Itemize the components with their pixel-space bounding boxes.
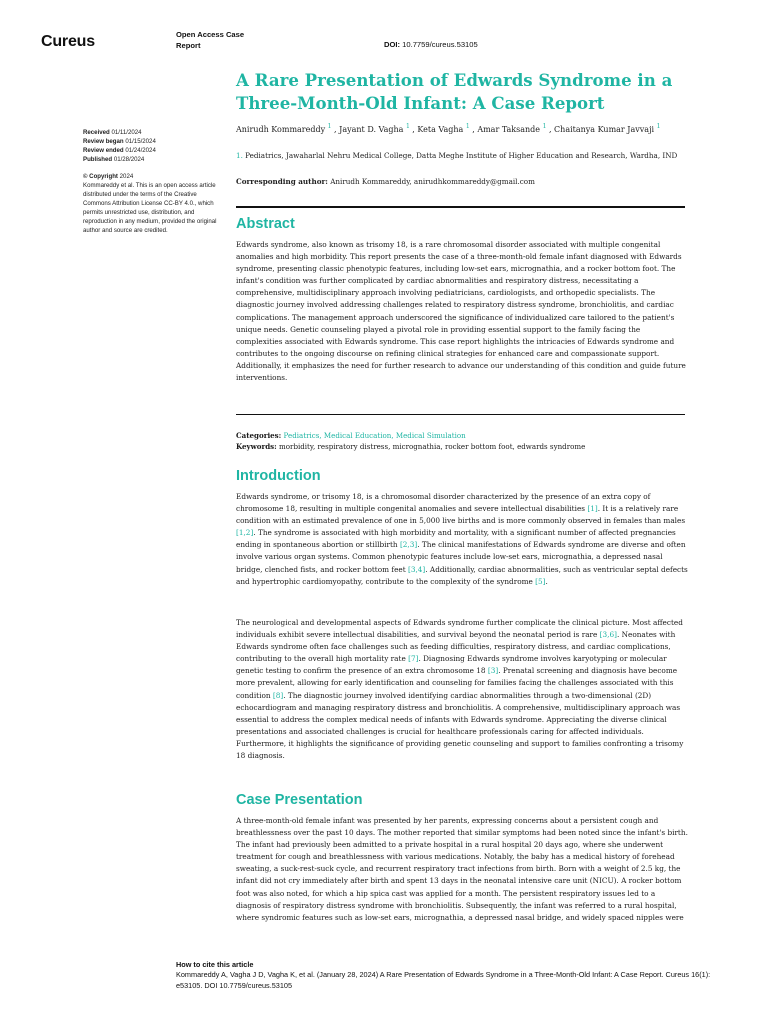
author-list: Anirudh Kommareddy $^1$ , Jayant D. Vagha $^1$ , Keta Vagha $^1$ , Amar Taksande $^1$ , Chaitanya Kumar Javvaji $^1$: [236, 123, 661, 134]
article-type-line2: Report: [176, 41, 201, 50]
author-name: Amar Taksande: [477, 125, 541, 134]
author-affiliation-marker: 1: [327, 123, 332, 130]
introduction-heading: Introduction: [236, 468, 321, 484]
doi-value: 10.7759/cureus.53105: [400, 40, 478, 49]
introduction-paragraph-2: The neurological and developmental aspects of Edwards syndrome further complicate the clinical picture. Most affected individuals exhibit severe intellectual disabilities, and survival beyond the neonatal period is rare [3,6]. Neonates with Edwards syndrome often face challenges such as feeding difficulties, respiratory distress, and cardiac complications, contributing to the overall high mortality rate [7]. Diagnosing Edwards syndrome involves karyotyping or molecular genetic testing to confirm the presence of an extra chromosome 18 [3]. Prenatal screening and diagnosis have become more prevalent, allowing for early identification and counseling for families facing the challenges associated with this condition [8]. The diagnostic journey involved identifying cardiac abnormalities through a two-dimensional (2D) echocardiogram and managing respiratory distress and bronchiolitis. A comprehensive, multidisciplinary approach was essential to address the complex medical needs of infants with Edwards syndrome. Appreciating the diverse clinical presentations and associated challenges is crucial for healthcare professionals caring for affected individuals. Furthermore, it highlights the significance of providing genetic counseling and support to families confronting a trisomy 18 diagnosis.: [236, 618, 684, 761]
copyright-label: © Copyright: [83, 173, 118, 180]
review-ended-value: 01/24/2024: [123, 147, 156, 154]
categories-label: Categories:: [236, 431, 282, 440]
received-label: Received: [83, 129, 110, 136]
review-ended-label: Review ended: [83, 147, 124, 154]
categories-block: [236, 431, 688, 452]
copyright-year: 2024: [117, 173, 134, 180]
received-date: [83, 128, 218, 137]
case-presentation-text: A three-month-old female infant was presented by her parents, expressing concerns about a persistent cough and breathlessness over the past 10 days. The mother reported that similar symptoms had been noted since the infant's birth. The infant had previously been admitted to a private hospital in a rural hospital 20 days ago, where she underwent treatment for cough and breathlessness with various medications. Notably, the baby has a medical history of forehead sweating, a suck-rest-suck cycle, and recurrent respiratory tract infections from birth. Born with a weight of 2.5 kg, the infant did not cry immediately after birth and spent 13 days in the neonatal intensive care unit (NICU). A rocker bottom foot was also noted, for which a hip spica cast was applied for a month. The persistent respiratory issues led to a diagnosis of respiratory distress syndrome with bronchiolitis. Subsequently, the infant was referred to a rural hospital, where syndromic features such as low-set ears, micrognathia, a depressed nasal bridge, and widely spaced nipples were: [236, 816, 688, 922]
keywords-value: morbidity, respiratory distress, micrognathia, rocker bottom foot, edwards syndrome: [276, 441, 586, 451]
citation-link[interactable]: [5]: [535, 576, 546, 586]
doi-header: [384, 40, 478, 49]
author-name: Jayant D. Vagha: [339, 125, 404, 134]
corresponding-author: [236, 177, 535, 186]
citation-link[interactable]: [3,6]: [599, 630, 617, 640]
review-began-date: [83, 137, 218, 146]
keywords-line: [236, 442, 688, 453]
article-type-line1: Open Access Case: [176, 30, 245, 39]
corresponding-value: Anirudh Kommareddy, anirudhkommareddy@gmail.com: [327, 177, 535, 186]
citation-link[interactable]: [8]: [272, 690, 284, 700]
article-type-label: [176, 29, 276, 51]
review-ended-date: [83, 146, 218, 155]
received-value: 01/11/2024: [109, 129, 142, 136]
affiliation: [236, 151, 696, 160]
keywords-label: Keywords:: [236, 441, 277, 451]
published-label: Published: [83, 156, 113, 163]
published-date: [83, 155, 218, 164]
abstract-top-rule: [236, 206, 685, 208]
author-affiliation-marker: 1: [542, 123, 547, 130]
published-value: 01/28/2024: [112, 156, 145, 163]
categories-value: Pediatrics, Medical Education, Medical Simulation: [281, 431, 466, 440]
author-affiliation-marker: 1: [465, 123, 470, 130]
author-name: Chaitanya Kumar Javvaji: [554, 125, 655, 134]
review-began-label: Review began: [83, 138, 124, 145]
affiliation-number: 1.: [236, 151, 243, 160]
citation-link[interactable]: [1,2]: [236, 528, 254, 538]
cureus-logo: Cureus: [41, 33, 95, 50]
abstract-bottom-rule: [236, 414, 685, 415]
citation-link[interactable]: [2,3]: [399, 540, 418, 550]
article-title: A Rare Presentation of Edwards Syndrome in a Three-Month-Old Infant: A Case Report: [236, 70, 673, 113]
article-history-sidebar: [83, 128, 218, 235]
abstract-heading: Abstract: [236, 216, 295, 232]
citation-link[interactable]: [7]: [408, 654, 419, 664]
copyright-line: [83, 172, 218, 181]
author-name: Keta Vagha: [417, 125, 464, 134]
author-affiliation-marker: 1: [656, 123, 661, 130]
citation-link[interactable]: [1]: [587, 504, 598, 514]
corresponding-label: Corresponding author:: [236, 177, 328, 186]
author-affiliation-marker: 1: [405, 123, 410, 130]
affiliation-text: Pediatrics, Jawaharlal Nehru Medical College, Datta Meghe Institute of Higher Education and Research, Wardha, IND: [242, 151, 678, 160]
introduction-paragraph-1: Edwards syndrome, or trisomy 18, is a chromosomal disorder characterized by the presence of an extra copy of chromosome 18, resulting in multiple congenital anomalies and severe intellectual disabilities [1]. It is a relatively rare condition with an estimated prevalence of one in 5,000 live births and is more commonly observed in females than males [1,2]. The syndrome is associated with high morbidity and mortality, with a significant number of affected pregnancies ending in spontaneous abortion or stillbirth [2,3]. The clinical manifestations of Edwards syndrome are diverse and often involve various organ systems. Common phenotypic features include low-set ears, micrognathia, a depressed nasal bridge, clenched fists, and rocker bottom feet [3,4]. Additionally, cardiac abnormalities, such as ventricular septal defects and hypertrophic cardiomyopathy, contribute to the complexity of the syndrome [5].: [236, 492, 688, 586]
author-name: Anirudh Kommareddy: [236, 125, 326, 134]
case-presentation-heading: Case Presentation: [236, 792, 363, 808]
abstract-text: Edwards syndrome, also known as trisomy 18, is a rare chromosomal disorder associated with multiple congenital anomalies and high morbidity. This report presents the case of a three-month-old female infant diagnosed with Edwards syndrome, presenting classic phenotypic features, including low-set ears, micrognathia, and a rocker bottom foot. The infant's condition was further complicated by cardiac abnormalities and respiratory distress, necessitating a comprehensive, multidisciplinary approach involving pediatricians, cardiologists, and orthopedic specialists. The diagnostic journey involved addressing challenges related to respiratory distress syndrome, bronchiolitis, and cardiac complications. The management approach underscored the significance of individualized care tailored to the patient's unique needs. Genetic counseling played a pivotal role in providing essential support to the family facing the complexities associated with Edwards syndrome. This case report highlights the intricacies of Edwards syndrome and contributes to the ongoing discourse on refining clinical strategies for enhanced care and compassionate support. Additionally, it emphasizes the need for further research to advance our understanding of this condition and guide future interventions.: [236, 240, 686, 383]
license-text: Kommareddy et al. This is an open access article distributed under the terms of the Creative Commons Attribution License CC-BY 4.0., which permits unrestricted use, distribution, and reproduction in any medium, provided the original author and source are credited.: [83, 182, 217, 234]
review-began-value: 01/15/2024: [123, 138, 156, 145]
citation-link[interactable]: [3,4]: [407, 564, 426, 574]
categories-line: [236, 431, 688, 442]
how-to-cite-heading: How to cite this article: [176, 960, 254, 969]
how-to-cite-text: Kommareddy A, Vagha J D, Vagha K, et al. (January 28, 2024) A Rare Presentation of Edwards Syndrome in a Three-Month-Old Infant: A Case Report. Cureus 16(1): e53105. DOI 10.7759/cureus.53105: [176, 970, 711, 990]
doi-label: DOI:: [384, 40, 401, 49]
citation-link[interactable]: [3]: [487, 666, 499, 676]
